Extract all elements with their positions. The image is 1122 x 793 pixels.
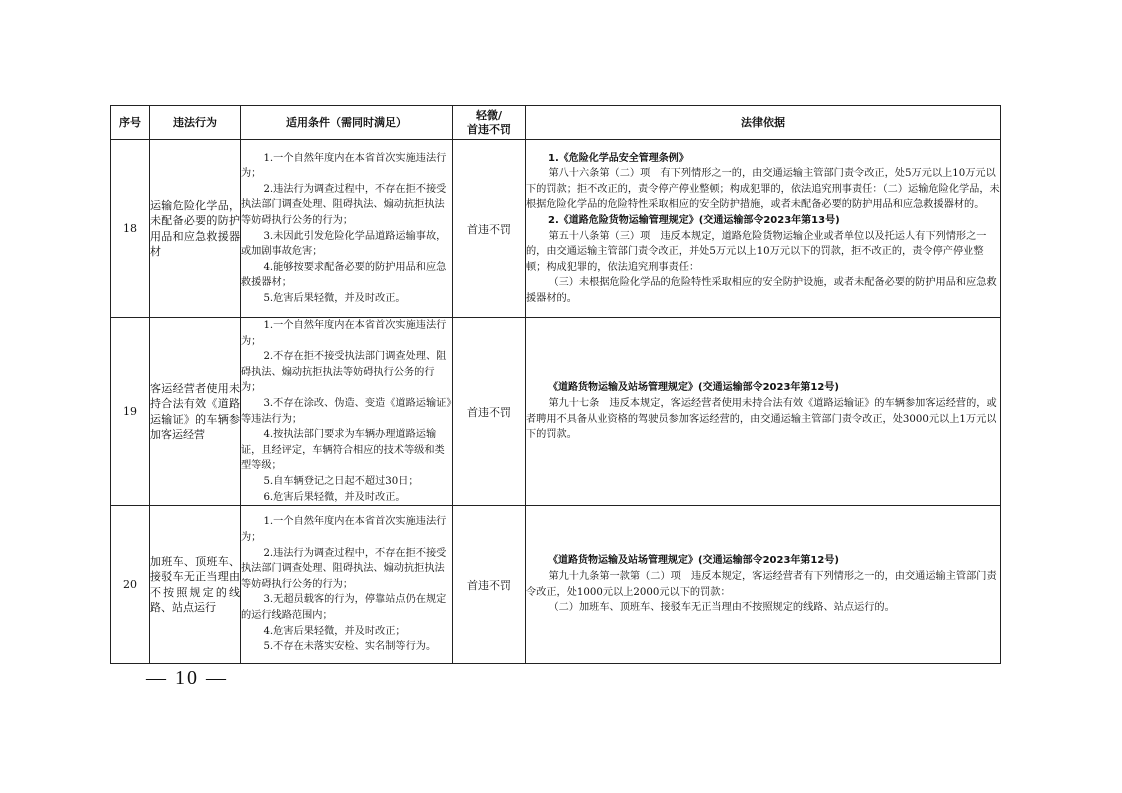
law-article: 第五十八条第（三）项 违反本规定，道路危险货物运输企业或者单位以及托运人有下列情形之一的，由交通运输主管部门责令改正，并处5万元以上10万元以下的罚款，拒不改正的，责令停产停业整顿；构成犯罪的，依法追究刑事责任： <box>526 230 987 273</box>
header-number: 序号 <box>111 106 150 140</box>
law-article: （三）未根据危险化学品的危险特性采取相应的安全防护设施，或者未配备必要的防护用品和应急救援器材的。 <box>526 277 997 304</box>
condition-item: 5.自车辆登记之日起不超过30日； <box>263 475 419 487</box>
conditions-cell <box>241 140 453 318</box>
condition-item: 1.一个自然年度内在本省首次实施违法行为； <box>241 320 447 347</box>
law-title: 2.《道路危险货物运输管理规定》(交通运输部令2023年第13号) <box>548 214 840 226</box>
header-first-violation-line1: 轻微/ <box>475 108 503 122</box>
row-number: 20 <box>111 506 150 664</box>
conditions-cell <box>241 318 453 506</box>
condition-item: 3.未因此引发危险化学品道路运输事故，或加剧事故危害； <box>241 230 447 258</box>
condition-item: 5.不存在未落实安检、实名制等行为。 <box>263 641 437 653</box>
legal-basis-cell <box>526 506 1001 664</box>
row-number: 19 <box>111 318 150 506</box>
table-row <box>111 140 1001 318</box>
header-first-violation-line2: 首违不罚 <box>467 122 511 136</box>
condition-item: 4.按执法部门要求为车辆办理道路运输证，且经评定，车辆符合相应的技术等级和类型等级； <box>241 429 445 472</box>
header-conditions: 适用条件（需同时满足） <box>241 106 453 140</box>
law-title: 《道路货物运输及站场管理规定》(交通运输部令2023年第12号) <box>548 382 839 394</box>
law-article: 第九十七条 违反本规定，客运经营者使用未持合法有效《道路运输证》的车辆参加客运经营的，或者聘用不具备从业资格的驾驶员参加客运经营的，由交通运输主管部门责令改正，处3000元以上1万元以下的罚款。 <box>526 397 997 441</box>
condition-item: 2.违法行为调查过程中，不存在拒不接受执法部门调查处理、阻碍执法、煽动抗拒执法等妨碍执行公务的行为； <box>241 547 447 590</box>
page-number: — 10 — <box>146 667 228 689</box>
condition-item: 2.违法行为调查过程中，不存在拒不接受执法部门调查处理、阻碍执法、煽动抗拒执法等妨碍执行公务的行为； <box>241 183 447 226</box>
first-violation-no-penalty: 首违不罚 <box>453 318 526 506</box>
condition-item: 2.不存在拒不接受执法部门调查处理、阻碍执法、煽动抗拒执法等妨碍执行公务的行为； <box>241 351 447 394</box>
legal-basis-cell <box>526 318 1001 506</box>
condition-item: 5.危害后果轻微，并及时改正。 <box>263 292 406 304</box>
table-row <box>111 318 1001 506</box>
legal-basis-cell <box>526 140 1001 318</box>
header-legal-basis: 法律依据 <box>526 106 1001 140</box>
conditions-cell <box>241 506 453 664</box>
header-first-violation <box>453 106 526 140</box>
condition-item: 6.危害后果轻微，并及时改正。 <box>263 491 406 503</box>
law-article: 第八十六条第（二）项 有下列情形之一的，由交通运输主管部门责令改正，处5万元以上10万元以下的罚款；拒不改正的，责令停产停业整顿；构成犯罪的，依法追究刑事责任：（二）运输危险化学品，未根据危险化学品的危险特性采取相应的安全防护措施，或者未配备必要的防护用品和应急救援器材的。 <box>526 168 1000 211</box>
condition-item: 4.危害后果轻微，并及时改正； <box>263 625 406 637</box>
law-article: 第九十九条第一款第（二）项 违反本规定，客运经营者有下列情形之一的，由交通运输主管部门责令改正，处1000元以上2000元以下的罚款： <box>526 571 997 598</box>
condition-item: 1.一个自然年度内在本省首次实施违法行为； <box>241 516 447 544</box>
condition-item: 3.不存在涂改、伪造、变造《道路运输证》等违法行为； <box>241 397 452 425</box>
law-title: 1.《危险化学品安全管理条例》 <box>548 152 689 164</box>
law-article: （二）加班车、顶班车、接驳车无正当理由不按照规定的线路、站点运行的。 <box>548 602 895 614</box>
row-number: 18 <box>111 140 150 318</box>
header-violation: 违法行为 <box>150 106 241 140</box>
table-header-row <box>111 106 1001 140</box>
condition-item: 3.无超员载客的行为，停靠站点仍在规定的运行线路范围内； <box>241 594 447 622</box>
violation-text: 加班车、顶班车、接驳车无正当理由不按照规定的线路、站点运行 <box>150 506 241 664</box>
violation-text: 客运经营者使用未持合法有效《道路运输证》的车辆参加客运经营 <box>150 318 241 506</box>
condition-item: 1.一个自然年度内在本省首次实施违法行为； <box>241 152 447 180</box>
first-violation-no-penalty: 首违不罚 <box>453 506 526 664</box>
table-row <box>111 506 1001 664</box>
law-title: 《道路货物运输及站场管理规定》(交通运输部令2023年第12号) <box>548 555 839 567</box>
regulation-table <box>110 105 1001 664</box>
first-violation-no-penalty: 首违不罚 <box>453 140 526 318</box>
condition-item: 4.能够按要求配备必要的防护用品和应急救援器材； <box>241 261 447 289</box>
violation-text: 运输危险化学品，未配备必要的防护用品和应急救援器材 <box>150 140 241 318</box>
